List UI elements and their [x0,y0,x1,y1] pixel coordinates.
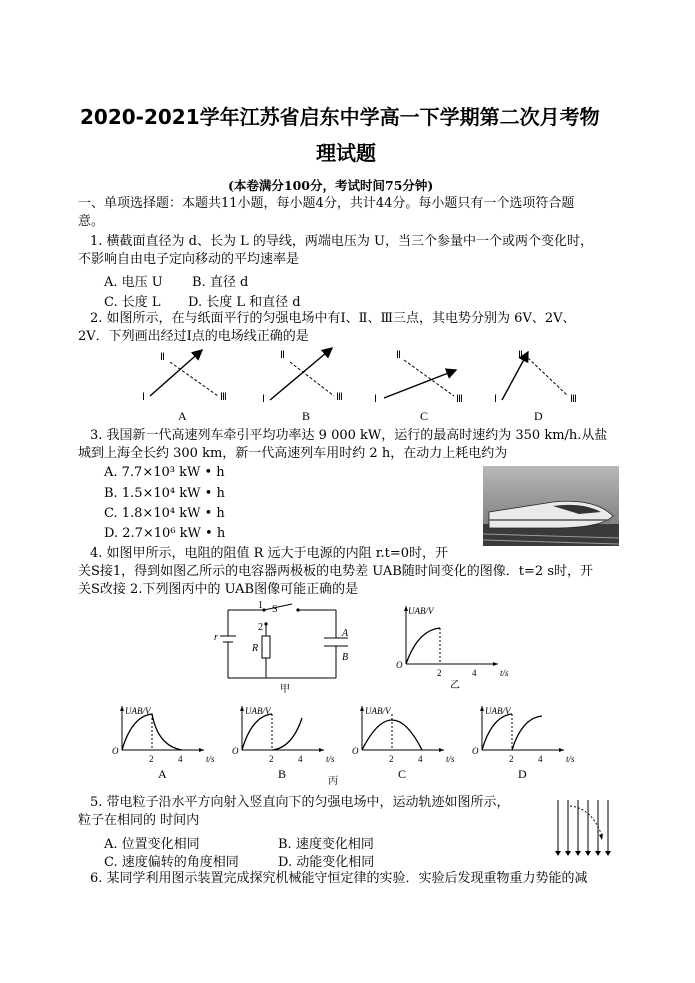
bing-c-origin: O [352,746,359,756]
bing-label-a: A [158,767,167,781]
q3-option-c: C. 1.8×10⁴ kW • h [104,506,225,521]
q5-option-b: B. 速度变化相同 [278,837,374,852]
bing-d-tick-4: 4 [538,754,543,764]
q2-c-pt1: Ⅰ [374,394,377,405]
bing-d-ylabel: UAB/V [485,706,511,716]
q2-c-pt2: Ⅱ [396,350,401,361]
bing-b-origin: O [232,746,239,756]
q3-option-a: A. 7.7×10³ kW • h [104,465,225,480]
q1-option-c: C. 长度 L [104,295,161,310]
circuit-node-2: 2 [258,622,263,633]
q2-a-pt3: Ⅲ [220,392,227,403]
q1-option-a: A. 电压 U [104,275,163,290]
q3-option-d: D. 2.7×10⁶ kW • h [104,526,226,541]
circuit-r-label: r [214,632,218,643]
q2-d-pt1: Ⅰ [494,394,497,405]
yi-tick-2: 2 [437,668,442,678]
q2-a-pt2: Ⅱ [160,352,165,363]
q3-stem-line2: 城到上海全长约 300 km，新一代高速列车用时约 2 h，在动力上耗电约为 [78,446,508,461]
q2-figure-d [494,350,577,423]
section-heading-line1: 一、单项选择题：本题共11小题，每小题4分，共计44分。每小题只有一个选项符合题 [78,196,575,211]
bing-label-c: C [398,767,407,781]
q4-stem-line3: 关S改接 2.下列图丙中的 UAB图像可能正确的是 [78,582,359,597]
q4-circuit-diagram [210,598,360,696]
bing-b-tick-4: 4 [298,754,303,764]
q3-stem-line1: 3. 我国新一代高速列车牵引平均功率达 9 000 kW，运行的最高时速约为 350 km/h.从盐 [90,428,608,443]
q2-b-pt3: Ⅲ [336,392,343,403]
circuit-switch-label: S [272,604,278,615]
q5-option-d: D. 动能变化相同 [278,855,375,870]
q2-a-pt1: Ⅰ [142,392,145,403]
q2-label-c: C [420,409,429,423]
q1-stem-line2: 不影响自由电子定向移动的平均速率是 [78,252,300,267]
circuit-caption: 甲 [280,684,290,695]
q2-c-pt3: Ⅲ [456,394,463,405]
q4-graph-option-a [112,706,215,781]
yi-caption: 乙 [450,680,460,690]
yi-ylabel: UAB/V [408,606,434,616]
q4-graph-yi [388,602,518,690]
q4-graph-option-d [472,706,575,781]
bing-label-d: D [518,767,527,781]
page-title-line1: 2020-2021学年江苏省启东中学高一下学期第二次月考物 [80,105,600,129]
page-title-line2: 理试题 [316,141,376,165]
bing-c-ylabel: UAB/V [365,706,391,716]
bing-a-tick-2: 2 [149,754,154,764]
yi-tick-4: 4 [472,668,477,678]
q4-stem-line1: 4. 如图甲所示，电阻的阻值 R 远大于电源的内阻 r.t=0时，开 [90,546,449,561]
bing-b-xlabel: t/s [326,754,335,764]
q1-option-b: B. 直径 d [192,275,249,290]
bing-a-origin: O [112,746,119,756]
bing-d-origin: O [472,746,479,756]
q2-label-a: A [178,409,187,423]
q2-label-b: B [302,409,311,423]
q4-graphs-bing [100,696,620,786]
section-heading-line2: 意。 [78,214,105,229]
q5-stem-line1: 5. 带电粒子沿水平方向射入竖直向下的匀强电场中，运动轨迹如图所示， [90,795,510,810]
bing-a-tick-4: 4 [178,754,183,764]
q2-d-pt3: Ⅲ [570,394,577,405]
q5-option-a: A. 位置变化相同 [104,837,200,852]
bing-a-ylabel: UAB/V [125,706,151,716]
bing-c-xlabel: t/s [446,754,455,764]
q2-d-pt2: Ⅱ [518,350,523,361]
q2-figure-b [262,348,343,423]
q5-field-diagram [552,796,622,860]
q6-stem-line1: 6. 某同学利用图示装置完成探究机械能守恒定律的实验．实验后发现重物重力势能的减 [90,871,588,886]
bing-b-ylabel: UAB/V [245,706,271,716]
circuit-resistor-label: R [252,643,259,654]
bing-c-tick-2: 2 [389,754,394,764]
high-speed-train-photo [483,466,619,546]
circuit-plate-a: A [342,628,349,639]
bing-c-tick-4: 4 [418,754,423,764]
q2-figure-c [374,350,463,423]
q5-stem-line2: 粒子在相同的 时间内 [78,813,200,828]
q4-graph-option-c [352,706,455,781]
q1-option-d: D. 长度 L 和直径 d [188,295,301,310]
q2-figure-a [142,350,227,423]
q4-stem-line2: 关S接1，得到如图乙所示的电容器两极板的电势差 UAB随时间变化的图像．t=2 s时，开 [78,564,593,579]
bing-d-tick-2: 2 [509,754,514,764]
q1-stem-line1: 1. 横截面直径为 d、长为 L 的导线，两端电压为 U，当三个参量中一个或两个变化时， [90,234,593,249]
q2-stem-line1: 2. 如图所示，在与纸面平行的匀强电场中有Ⅰ、Ⅱ、Ⅲ三点，其电势分别为 6V、2V、 [90,311,576,326]
bing-a-xlabel: t/s [206,754,215,764]
q3-option-b: B. 1.5×10⁴ kW • h [104,486,225,501]
yi-origin: O [396,660,403,670]
q2-stem-line2: 2V．下列画出经过Ⅰ点的电场线正确的是 [78,329,309,344]
q5-option-c: C. 速度偏转的角度相同 [104,855,239,870]
q2-label-d: D [534,409,543,423]
bing-b-tick-2: 2 [269,754,274,764]
exam-info: (本卷满分100分，考试时间75分钟) [228,178,434,193]
q2-b-pt1: Ⅰ [262,394,265,405]
bing-label-b: B [278,767,287,781]
bing-caption: 丙 [328,776,338,786]
q4-graph-option-b [232,706,335,781]
bing-d-xlabel: t/s [566,754,575,764]
circuit-node-1: 1 [258,600,263,611]
q2-field-line-figures [120,344,600,429]
q2-b-pt2: Ⅱ [280,350,285,361]
yi-xlabel: t/s [500,668,509,678]
circuit-plate-b: B [342,652,349,663]
